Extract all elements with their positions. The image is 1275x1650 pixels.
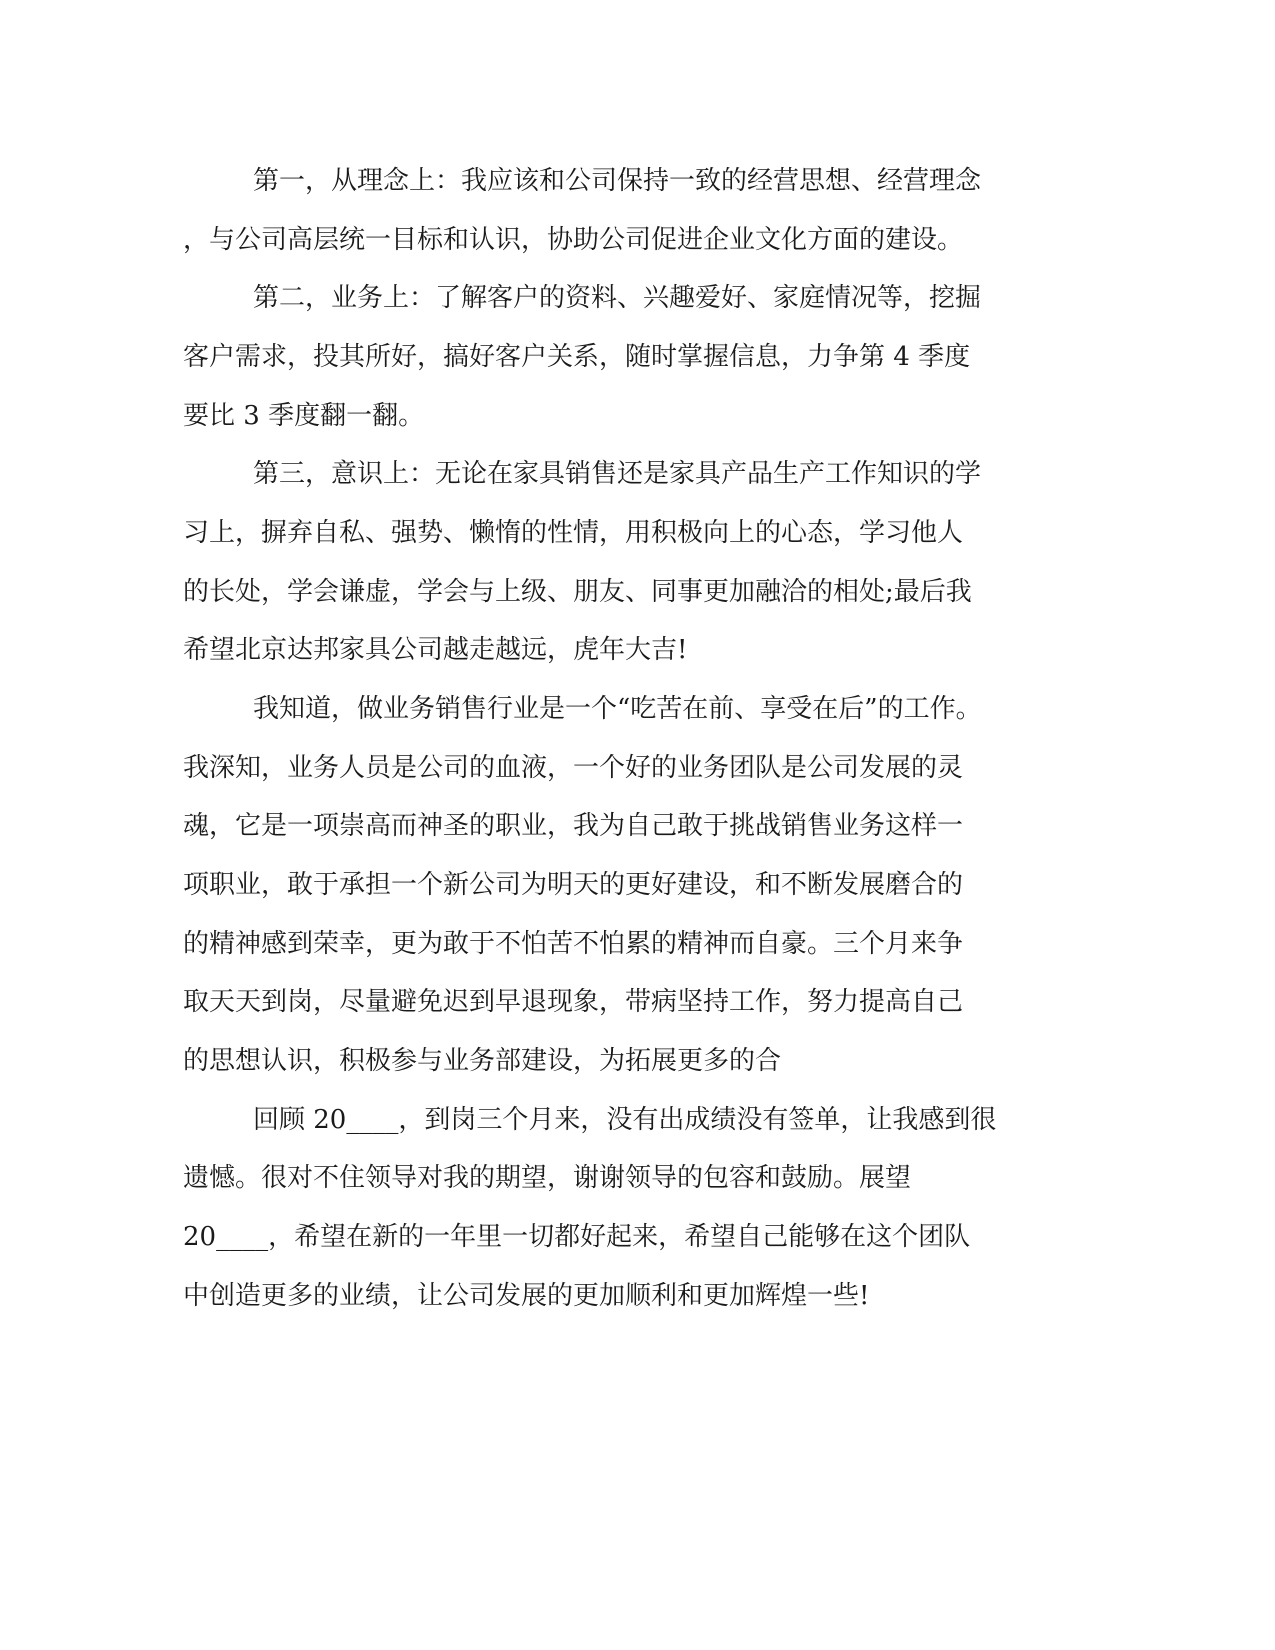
text-line: 取天天到岗，尽量避免迟到早退现象，带病坚持工作，努力提高自己 <box>183 987 964 1017</box>
text-line: 第二，业务上：了解客户的资料、兴趣爱好、家庭情况等，挖掘 <box>253 283 982 313</box>
text-line: 20____，希望在新的一年里一切都好起来，希望自己能够在这个团队 <box>183 1222 971 1252</box>
text-line: ，与公司高层统一目标和认识，协助公司促进企业文化方面的建设。 <box>183 225 964 255</box>
text-line: 第三，意识上：无论在家具销售还是家具产品生产工作知识的学 <box>253 459 982 489</box>
text-line: 我知道，做业务销售行业是一个“吃苦在前、享受在后”的工作。 <box>253 694 982 724</box>
text-line: 魂，它是一项崇高而神圣的职业，我为自己敢于挑战销售业务这样一 <box>183 811 964 841</box>
text-line: 习上，摒弃自私、强势、懒惰的性情，用积极向上的心态，学习他人 <box>183 518 964 548</box>
text-line: 的思想认识，积极参与业务部建设，为拓展更多的合 <box>183 1046 782 1076</box>
text-line: 客户需求，投其所好，搞好客户关系，随时掌握信息，力争第 4 季度 <box>183 342 971 372</box>
text-line: 希望北京达邦家具公司越走越远，虎年大吉! <box>183 635 688 665</box>
text-line: 中创造更多的业绩，让公司发展的更加顺利和更加辉煌一些! <box>183 1281 870 1311</box>
text-line: 我深知，业务人员是公司的血液，一个好的业务团队是公司发展的灵 <box>183 753 964 783</box>
text-line: 的长处，学会谦虚，学会与上级、朋友、同事更加融洽的相处;最后我 <box>183 577 972 607</box>
text-line: 项职业，敢于承担一个新公司为明天的更好建设，和不断发展磨合的 <box>183 870 964 900</box>
text-line: 的精神感到荣幸，更为敢于不怕苦不怕累的精神而自豪。三个月来争 <box>183 929 964 959</box>
text-line: 回顾 20____，到岗三个月来，没有出成绩没有签单，让我感到很 <box>253 1105 997 1135</box>
text-line: 遗憾。很对不住领导对我的期望，谢谢领导的包容和鼓励。展望 <box>183 1163 912 1193</box>
text-line: 第一，从理念上：我应该和公司保持一致的经营思想、经营理念 <box>253 166 982 196</box>
text-line: 要比 3 季度翻一翻。 <box>183 401 425 431</box>
